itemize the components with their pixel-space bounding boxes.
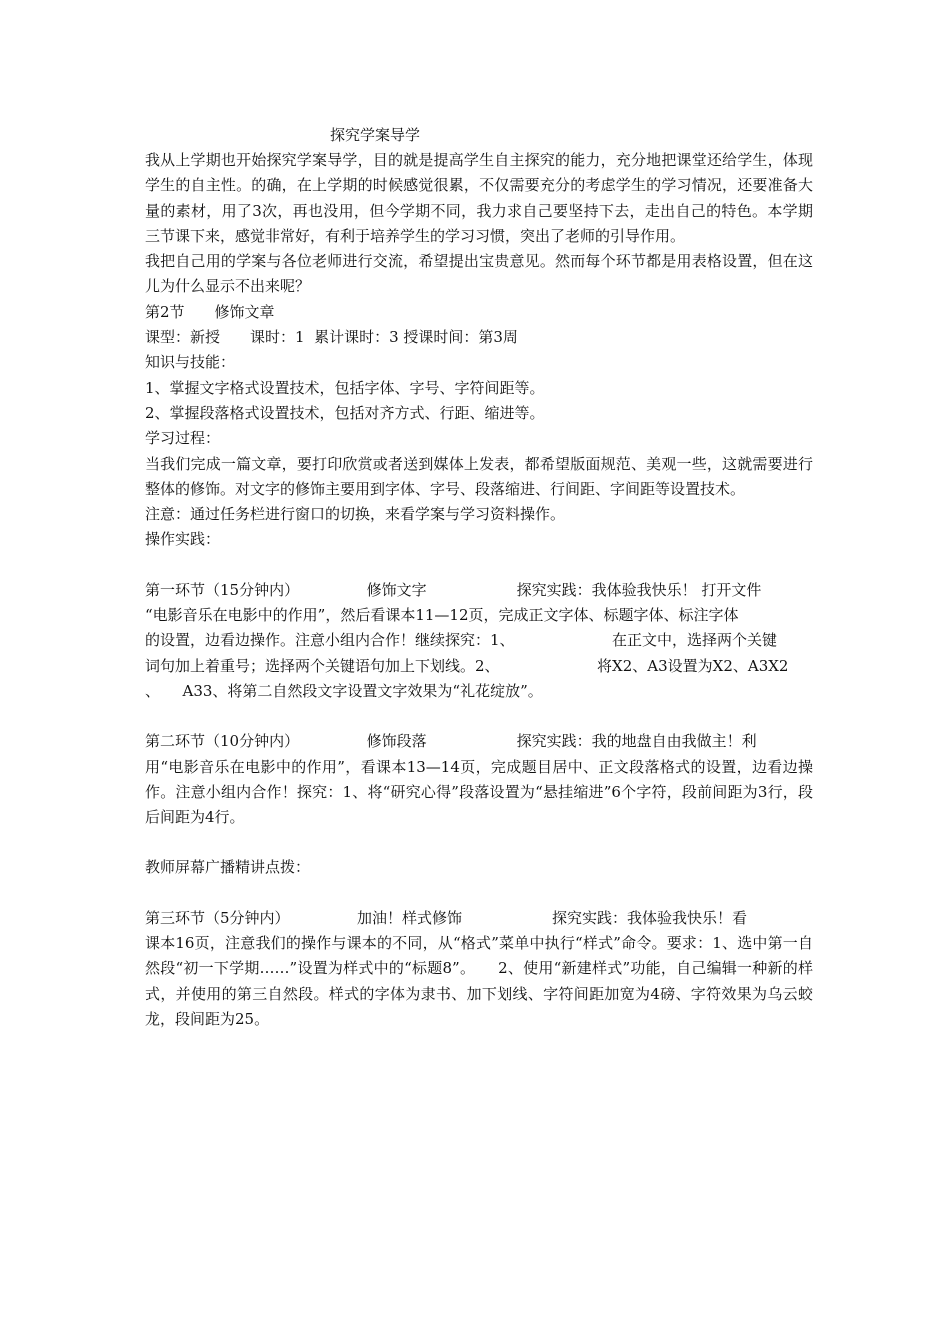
step2-paragraph: 用“电影音乐在电影中的作用”，看课本13—14页，完成题目居中、正文段落格式的设置，边看边操作。注意小组内合作！探究：1、将“研究心得”段落设置为“悬挂缩进”6个字符，段前间距为3行，段后间距为4行。: [145, 757, 813, 827]
step3-paragraph: 课本16页，注意我们的操作与课本的不同，从“格式”菜单中执行“样式”命令。要求：1、选中第一自然段“初一下学期……”设置为样式中的“标题8”。 2、使用“新建样式”功能，自己编辑一种新的样式，并使用的第三自然段。样式的字体为隶书、加下划线、字符间距加宽为4磅、字符效果为乌云蛟龙，段间距为25。: [145, 934, 813, 1028]
process-heading: 学习过程：: [145, 429, 221, 448]
process-paragraph: 当我们完成一篇文章，要打印欣赏或者送到媒体上发表，都希望版面规范、美观一些，这就需要进行整体的修饰。对文字的修饰主要用到字体、字号、段落缩进、行间距、字间距等设置技术。: [145, 454, 813, 498]
document-title: 探究学案导学: [330, 126, 421, 144]
step1-line-2: “电影音乐在电影中的作用”，然后看课本11—12页，完成正文字体、标题字体、标注字体: [145, 606, 739, 625]
step1-line-4: 词句加上着重号；选择两个关键语句加上下划线。2、 将X2、A3设置为X2、A3X2: [145, 656, 789, 675]
blank-line: [145, 553, 813, 578]
knowledge-item-1: 1、掌握文字格式设置技术，包括字体、字号、字符间距等。: [145, 378, 545, 397]
blank-line: [145, 881, 813, 906]
teacher-broadcast-heading: 教师屏幕广播精讲点拨：: [145, 858, 311, 877]
blank-line: [145, 830, 813, 855]
practice-heading: 操作实践：: [145, 530, 221, 549]
step1-line-1: 第一环节（15分钟内） 修饰文字 探究实践：我体验我快乐！ 打开文件: [145, 580, 762, 599]
step1-line-3: 的设置，边看边操作。注意小组内合作！继续探究：1、 在正文中，选择两个关键: [145, 631, 778, 650]
knowledge-item-2: 2、掌握段落格式设置技术，包括对齐方式、行距、缩进等。: [145, 403, 545, 422]
step3-line-1: 第三环节（5分钟内） 加油！样式修饰 探究实践：我体验我快乐！看: [145, 908, 748, 927]
intro-paragraph-1: 我从上学期也开始探究学案导学，目的就是提高学生自主探究的能力，充分地把课堂还给学生，体现学生的自主性。的确，在上学期的时候感觉很累，不仅需要充分的考虑学生的学习情况，还要准备大量的素材，用了3次，再也没用，但今学期不同，我力求自己要坚持下去，走出自己的特色。本学期三节课下来，感觉非常好，有利于培养学生的学习习惯，突出了老师的引导作用。: [145, 151, 813, 245]
lesson-meta: 课型：新授 课时：1 累计课时：3 授课时间：第3周: [145, 328, 518, 347]
step2-line-1: 第二环节（10分钟内） 修饰段落 探究实践：我的地盘自由我做主！利: [145, 732, 757, 751]
blank-line: [145, 704, 813, 729]
note-paragraph: 注意：通过任务栏进行窗口的切换，来看学案与学习资料操作。: [145, 505, 566, 524]
knowledge-heading: 知识与技能：: [145, 353, 236, 372]
document-page: [145, 122, 813, 1032]
intro-paragraph-2: 我把自己用的学案与各位老师进行交流，希望提出宝贵意见。然而每个环节都是用表格设置，但在这儿为什么显示不出来呢？: [145, 252, 813, 296]
section-heading: 第2节 修饰文章: [145, 302, 275, 321]
step1-line-5: 、 A33、将第二自然段文字设置文字效果为“礼花绽放”。: [145, 681, 543, 700]
